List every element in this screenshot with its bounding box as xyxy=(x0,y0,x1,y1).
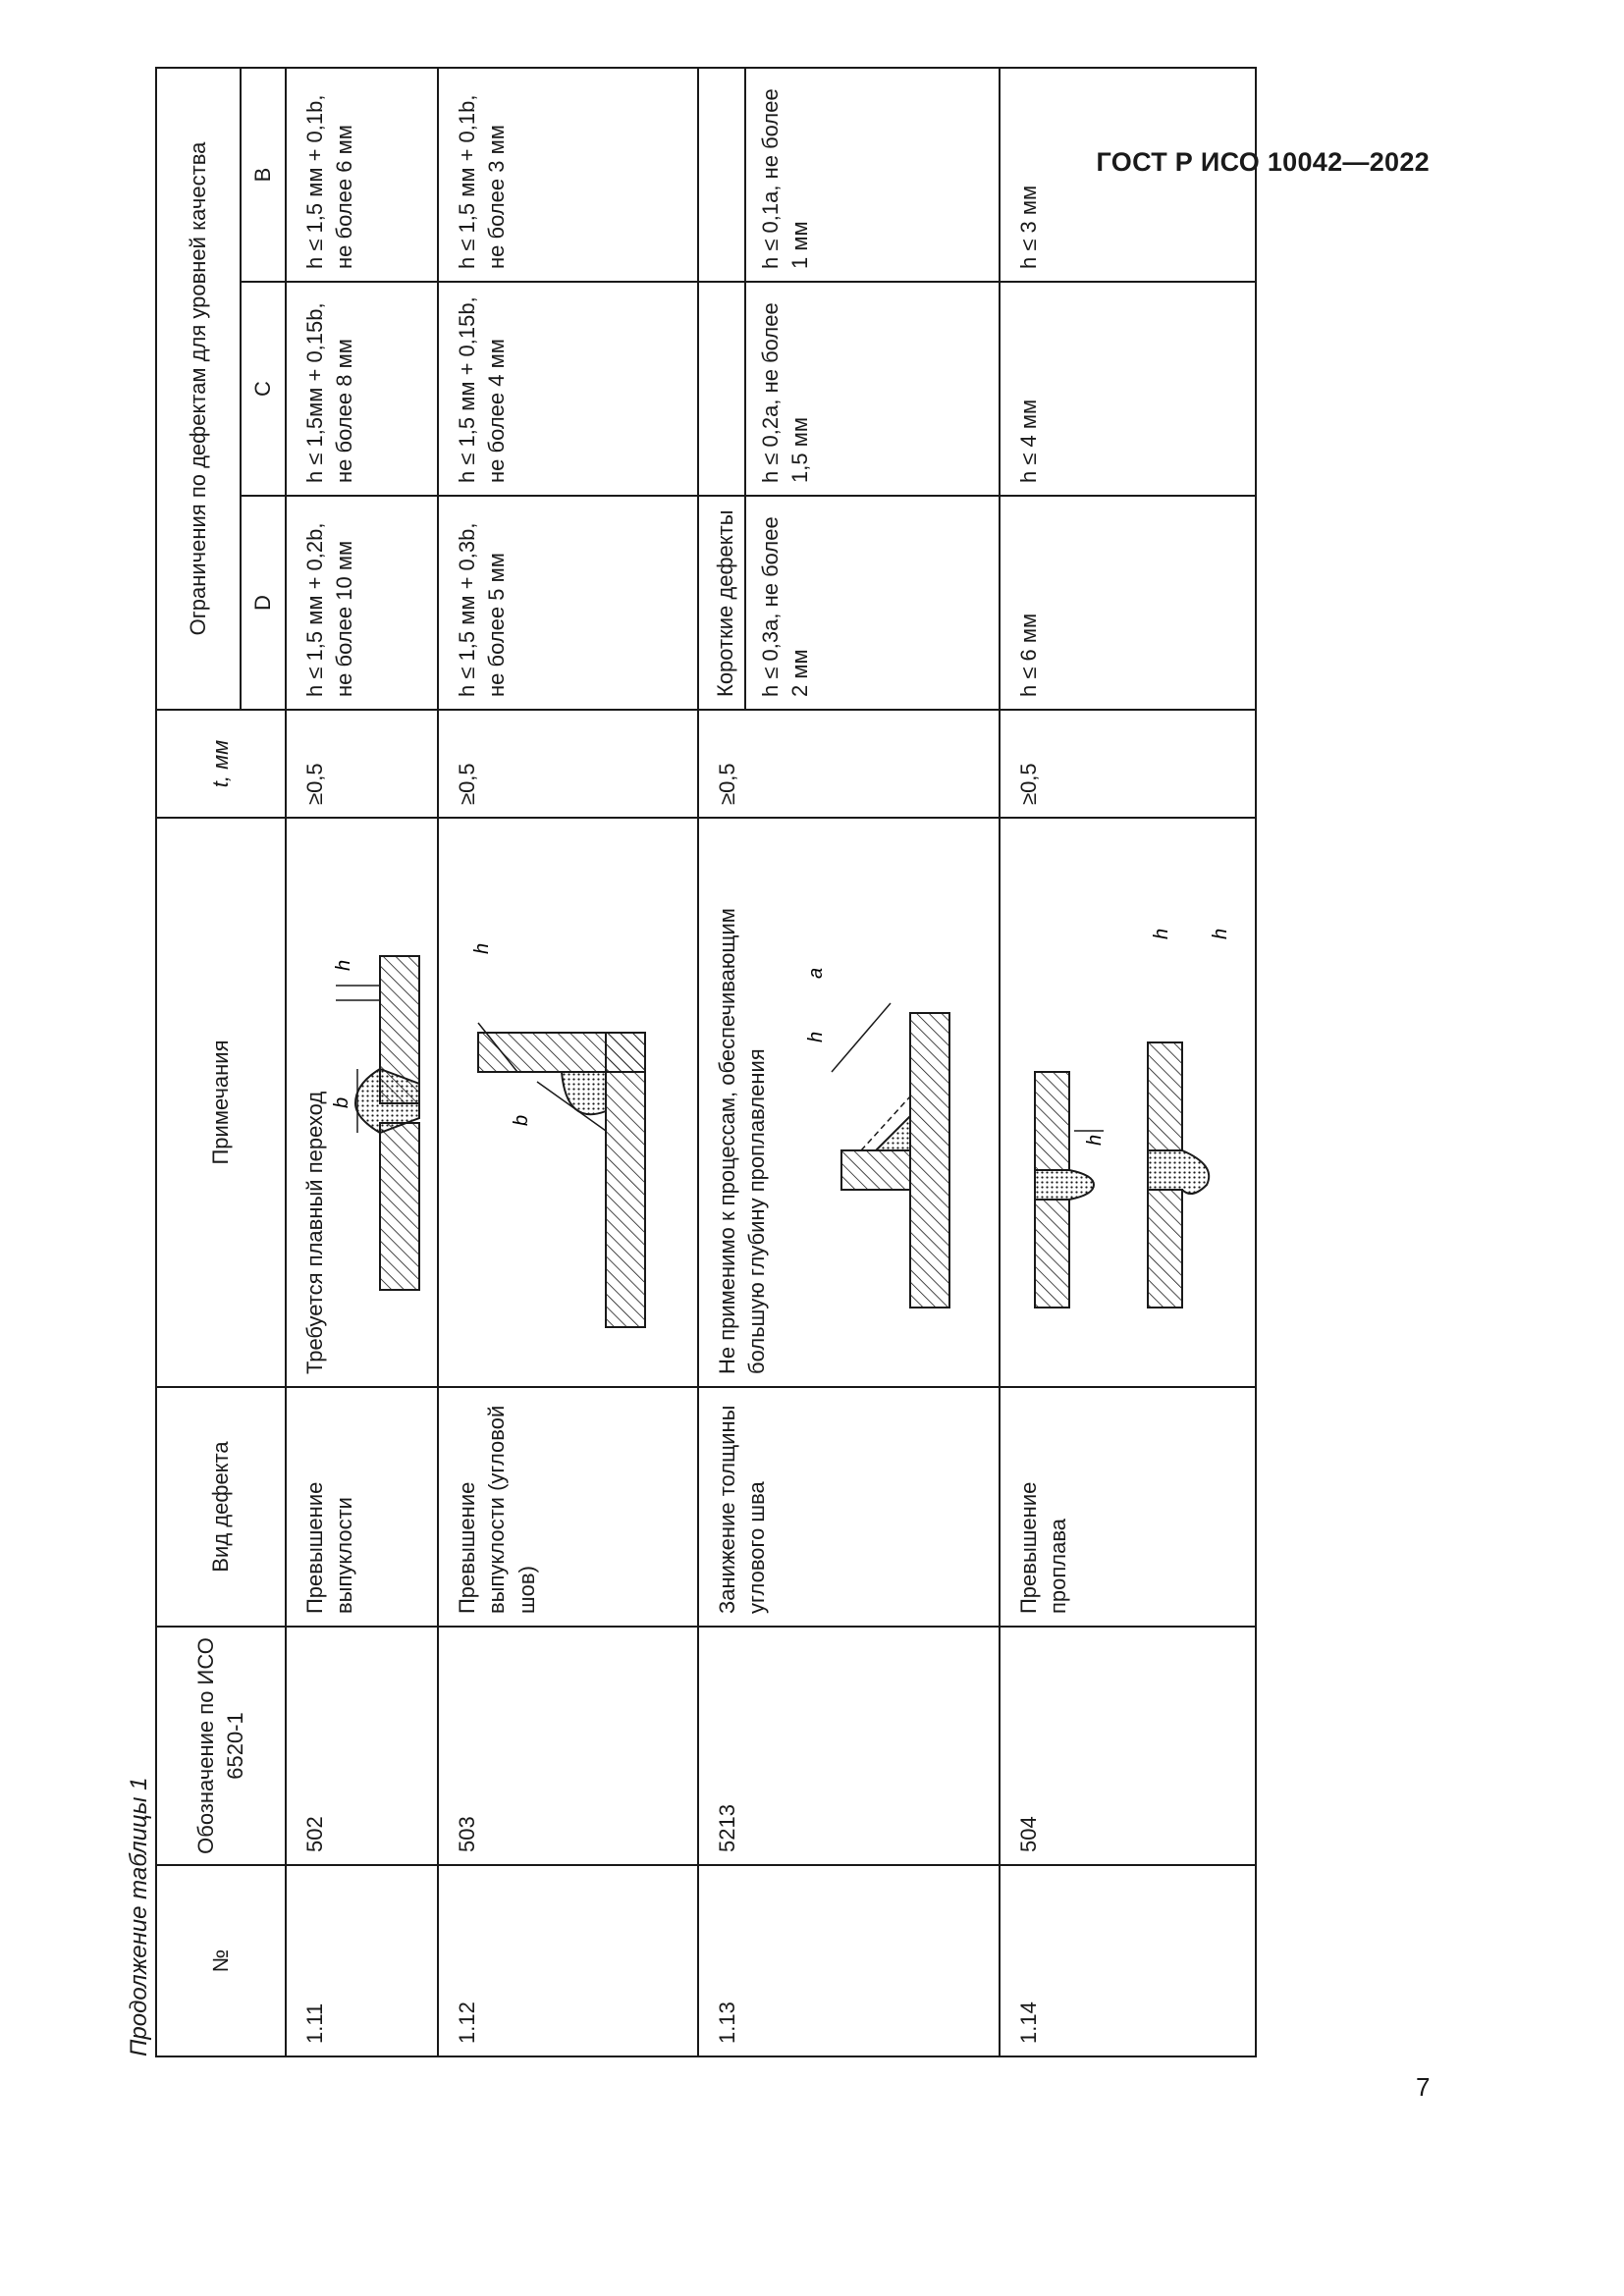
sketch-label-b: b xyxy=(511,1114,532,1126)
row-limit-d: h ≤ 1,5 мм + 0,3b, не более 5 мм xyxy=(438,496,698,710)
row-limit-d: h ≤ 6 мм xyxy=(1000,496,1256,710)
row-limit-d xyxy=(698,496,1000,710)
row-limit-c-value: h ≤ 0,2a, не более 1,5 мм xyxy=(758,302,813,483)
sketch-label-b: b xyxy=(331,1096,352,1108)
header-t: t, мм xyxy=(156,710,286,818)
row-note-text: Не применимо к процессам, обеспечивающим большую глубину проплавления xyxy=(715,908,770,1374)
header-limits: Ограничения по дефектам для уровней качества xyxy=(156,68,241,710)
short-defects-divider xyxy=(744,497,746,709)
header-level-c: C xyxy=(241,282,286,496)
sketch-label-h: h xyxy=(1210,928,1231,939)
header-notes: Примечания xyxy=(156,818,286,1387)
row-limit-c: h ≤ 1,5 мм + 0,15b, не более 4 мм xyxy=(438,282,698,496)
table-row xyxy=(438,68,698,2056)
sketch-label-h: h xyxy=(1084,1134,1106,1146)
short-defects-label: Короткие дефекты xyxy=(713,509,737,697)
row-defect: Превышение проплава xyxy=(1000,1387,1256,1627)
table-row xyxy=(1000,68,1256,2056)
header-iso: Обозначение по ИСО 6520-1 xyxy=(156,1627,286,1865)
defects-table xyxy=(155,67,1257,2057)
row-defect: Превышение выпуклости (угловой шов) xyxy=(438,1387,698,1627)
header-level-b: B xyxy=(241,68,286,282)
table-row xyxy=(286,68,438,2056)
row-iso: 504 xyxy=(1000,1627,1256,1865)
sketch-label-a: a xyxy=(805,967,827,979)
row-note xyxy=(1000,818,1256,1387)
row-note xyxy=(286,818,438,1387)
weld-sketch-reinforcement xyxy=(326,946,434,1300)
row-limit-b-value: h ≤ 0,1a, не более 1 мм xyxy=(758,88,813,269)
row-limit-d: h ≤ 1,5 мм + 0,2b, не более 10 мм xyxy=(286,496,438,710)
header-defect: Вид дефекта xyxy=(156,1387,286,1627)
page-number: 7 xyxy=(1416,2072,1431,2102)
row-num: 1.12 xyxy=(438,1865,698,2056)
row-limit-b: h ≤ 1,5 мм + 0,1b, не более 6 мм xyxy=(286,68,438,282)
row-note xyxy=(438,818,698,1387)
short-defects-divider xyxy=(744,69,746,281)
row-limit-c: h ≤ 1,5мм + 0,15b, не более 8 мм xyxy=(286,282,438,496)
row-iso: 503 xyxy=(438,1627,698,1865)
sketch-label-h: h xyxy=(471,942,493,954)
row-limit-c: h ≤ 4 мм xyxy=(1000,282,1256,496)
document-code: ГОСТ Р ИСО 10042—2022 xyxy=(1096,147,1430,177)
row-t: ≥0,5 xyxy=(1000,710,1256,818)
short-defects-divider xyxy=(744,283,746,495)
continuation-label: Продолжение таблицы 1 xyxy=(126,1777,152,2056)
row-t: ≥0,5 xyxy=(438,710,698,818)
sketch-label-h: h xyxy=(333,959,354,971)
sketch-label-h: h xyxy=(1151,928,1172,939)
row-note xyxy=(698,818,1000,1387)
header-num: № xyxy=(156,1865,286,2056)
row-t: ≥0,5 xyxy=(286,710,438,818)
row-defect: Занижение толщины углового шва xyxy=(698,1387,1000,1627)
row-num: 1.11 xyxy=(286,1865,438,2056)
weld-sketch-excess-penetration xyxy=(1020,856,1241,1327)
row-limit-b xyxy=(698,68,1000,282)
sketch-label-h: h xyxy=(805,1031,827,1042)
row-limit-b: h ≤ 1,5 мм + 0,1b, не более 3 мм xyxy=(438,68,698,282)
fillet-weld-sketch-insufficient-throat xyxy=(792,866,994,1327)
row-limit-d-value: h ≤ 0,3a, не более 2 мм xyxy=(758,516,813,697)
row-iso: 502 xyxy=(286,1627,438,1865)
row-limit-c xyxy=(698,282,1000,496)
row-note-text: Требуется плавный переход xyxy=(302,1091,327,1374)
row-num: 1.14 xyxy=(1000,1865,1256,2056)
row-num: 1.13 xyxy=(698,1865,1000,2056)
fillet-weld-sketch-reinforcement xyxy=(459,876,684,1347)
row-iso: 5213 xyxy=(698,1627,1000,1865)
rotated-table-block xyxy=(155,88,1255,2057)
row-limit-b: h ≤ 3 мм xyxy=(1000,68,1256,282)
row-t: ≥0,5 xyxy=(698,710,1000,818)
table-row xyxy=(698,68,1000,2056)
header-level-d: D xyxy=(241,496,286,710)
row-defect: Превышение выпуклости xyxy=(286,1387,438,1627)
